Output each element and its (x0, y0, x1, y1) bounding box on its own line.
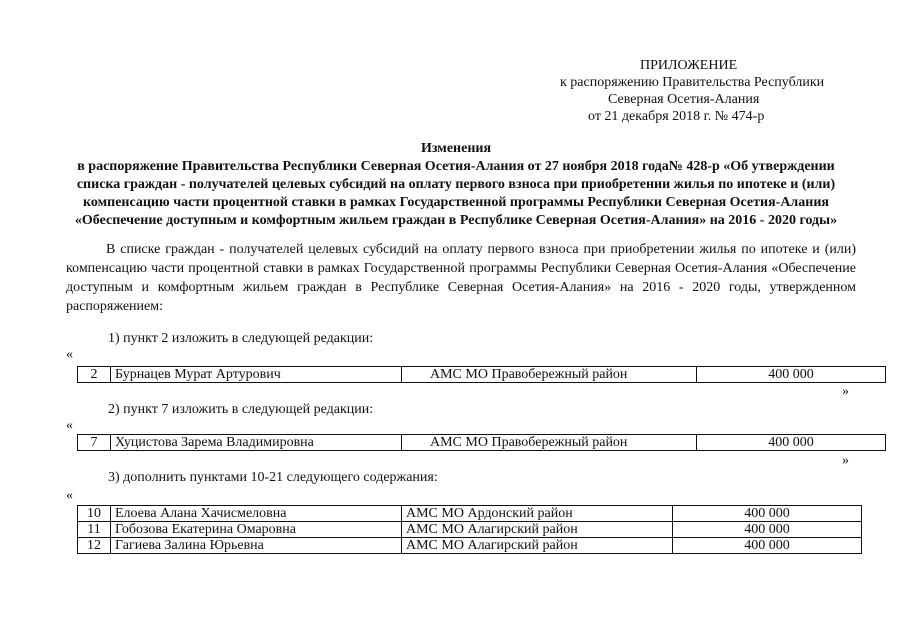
quote-open-3: « (66, 488, 73, 503)
quote-close-1: » (842, 384, 849, 399)
row-amount: 400 000 (673, 538, 862, 554)
row-name: Бурнацев Мурат Артурович (111, 367, 402, 383)
row-number: 2 (78, 367, 111, 383)
item-3-label: 3) дополнить пунктами 10-21 следующего содержания: (108, 470, 438, 485)
intro-paragraph (66, 240, 856, 316)
title-heading: Изменения (420, 141, 492, 156)
appendix-line-1: к распоряжению Правительства Республики (560, 75, 825, 90)
row-amount: 400 000 (673, 522, 862, 538)
quote-open-2: « (66, 418, 73, 433)
row-name: Гобозова Екатерина Омаровна (111, 522, 402, 538)
table-row (78, 522, 862, 538)
table-item-2 (77, 434, 886, 451)
quote-close-2: » (842, 453, 849, 468)
table-row (78, 506, 862, 522)
row-amount: 400 000 (697, 367, 886, 383)
row-amount: 400 000 (673, 506, 862, 522)
appendix-date-number: от 21 декабря 2018 г. № 474-р (588, 109, 765, 124)
row-org: АМС МО Правобережный район (402, 367, 697, 383)
table-row (78, 538, 862, 554)
table-row (78, 435, 886, 451)
row-number: 10 (78, 506, 111, 522)
table-item-1 (77, 366, 886, 383)
title-subject: в распоряжение Правительства Республики Северная Осетия-Алания от 27 ноября 2018 года№ 428-р «Об утверждении списка граждан - получателей целевых субсидий на оплату первого взноса при приобретении жилья по ипотеке и (или) компенсацию части процентной ставки в рамках Государственной программы Республики Северная Осетия-Алания «Обеспечение доступным и комфортным жильем граждан в Республике Северная Осетия-Алания» на 2016 - 2020 годы» (74, 159, 838, 228)
document-title (66, 140, 846, 230)
row-number: 12 (78, 538, 111, 554)
table-item-3 (77, 505, 862, 554)
row-org: АМС МО Ардонский район (402, 506, 673, 522)
quote-open-1: « (66, 347, 73, 362)
item-2-label: 2) пункт 7 изложить в следующей редакции: (108, 402, 374, 417)
row-org: АМС МО Алагирский район (402, 538, 673, 554)
appendix-header (560, 57, 840, 125)
appendix-line-2: Северная Осетия-Алания (608, 92, 760, 107)
appendix-title: ПРИЛОЖЕНИЕ (640, 58, 738, 73)
row-name: Хуцистова Зарема Владимировна (111, 435, 402, 451)
row-name: Гагиева Залина Юрьевна (111, 538, 402, 554)
row-org: АМС МО Правобережный район (402, 435, 697, 451)
row-amount: 400 000 (697, 435, 886, 451)
row-org: АМС МО Алагирский район (402, 522, 673, 538)
intro-text: В списке граждан - получателей целевых субсидий на оплату первого взноса при приобретении жилья по ипотеке и (или) компенсацию части процентной ставки в рамках Государственной программы Республики Северная Осетия-Алания «Обеспечение доступным и комфортным жильем граждан в Республике Северная Осетия-Алания» на 2016 - 2020 годы, утвержденном распоряжением: (66, 242, 856, 314)
row-number: 7 (78, 435, 111, 451)
item-1-label: 1) пункт 2 изложить в следующей редакции: (108, 331, 374, 346)
row-number: 11 (78, 522, 111, 538)
table-row (78, 367, 886, 383)
row-name: Елоева Алана Хачисмеловна (111, 506, 402, 522)
